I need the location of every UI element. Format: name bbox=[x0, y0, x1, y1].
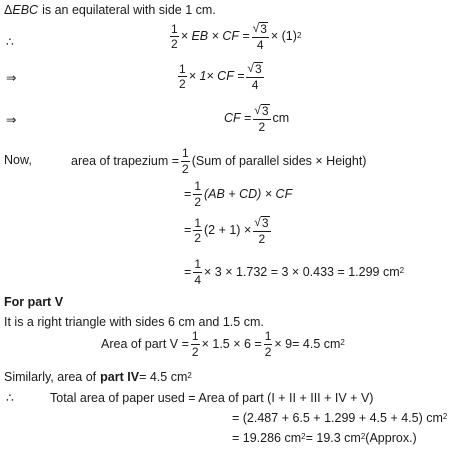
line-1 bbox=[4, 4, 216, 17]
line-12: Similarly, area of part IV = 4.5 cm $^2$ bbox=[4, 370, 192, 384]
line-5-label bbox=[4, 154, 32, 167]
sqrt-symbol: √ 3 bbox=[254, 103, 269, 118]
line-11-mid: × 1.5 × 6 = bbox=[201, 336, 262, 351]
fraction-half: $\frac{1}{2}$ bbox=[194, 215, 201, 246]
line-6-equation: = $\frac{1}{2}$ (AB + CD) × CF bbox=[184, 179, 293, 209]
sqrt-symbol: √ 3 bbox=[252, 21, 267, 36]
line-13: Total area of paper used = Area of part (I + II + III + IV + V) bbox=[50, 391, 374, 405]
line-7-mid: (2 + 1) × bbox=[204, 223, 252, 238]
line-1-text: is an equilateral with side 1 cm. bbox=[42, 3, 216, 17]
line-4-equation bbox=[224, 104, 289, 133]
line-3-equation bbox=[176, 62, 266, 91]
fraction-half: $\frac{1}{2}$ bbox=[171, 21, 178, 52]
fraction-root3-over-4: √ 3 4 bbox=[247, 61, 262, 92]
line-11-equation: Area of part V = $\frac{1}{2}$ × 1.5 × 6 = $\frac{1}{2}$ × 9= 4.5 cm $^2$ bbox=[101, 329, 345, 359]
fraction-half: $\frac{1}{2}$ bbox=[182, 146, 189, 176]
line-2-equation: $\frac{1}{2}$ × EB × CF = √ 3 4 × (1) $^2$ bbox=[171, 21, 302, 52]
line-10: It is a right triangle with sides 6 cm and 1.5 cm. bbox=[4, 315, 264, 329]
fraction-root3-over-4: √ 3 4 bbox=[252, 21, 267, 52]
fraction-half: $\frac{1}{2}$ bbox=[179, 61, 186, 92]
line-5-rest: (Sum of parallel sides × Height) bbox=[191, 153, 367, 168]
line-2-mid: × EB × CF = bbox=[180, 29, 250, 44]
trapezium-label: area of trapezium = bbox=[71, 153, 180, 168]
line-15: = 19.286 cm $^2$ = 19.3 cm $^2$ (Approx.) bbox=[232, 431, 417, 445]
line-13-symbol bbox=[6, 392, 14, 405]
sqrt-symbol: √ 3 bbox=[254, 215, 269, 230]
fraction-root3-over-2: √ 3 2 bbox=[254, 215, 269, 246]
triangle-name: EBC bbox=[12, 3, 39, 17]
fraction-half: $\frac{1}{2}$ bbox=[194, 179, 201, 209]
part-iv-label: part IV bbox=[100, 370, 140, 384]
fraction-half: $\frac{1}{2}$ bbox=[191, 329, 199, 359]
unit: cm bbox=[272, 111, 290, 126]
sqrt-symbol: √ 3 bbox=[247, 61, 262, 76]
section-heading-part-v: For part V bbox=[4, 295, 64, 309]
area-part-v-label: Area of part V = bbox=[101, 336, 189, 351]
therefore-symbol: ∴ bbox=[6, 35, 14, 49]
fraction-half: $\frac{1}{2}$ bbox=[264, 329, 272, 359]
fraction-quarter: $\frac{1}{4}$ bbox=[194, 257, 201, 287]
fraction-root3-over-2: √ 3 2 bbox=[254, 103, 269, 134]
line-14: = (2.487 + 6.5 + 1.299 + 4.5 + 4.5) cm $^2$ bbox=[232, 411, 448, 425]
line-5-equation bbox=[71, 147, 366, 175]
line-8-equation: = $\frac{1}{4}$ × 3 × 1.732 = 3 × 0.433 = 1.299 cm $^2$ bbox=[184, 257, 405, 287]
implies-symbol: ⇒ bbox=[6, 113, 17, 127]
delta-symbol: Δ bbox=[4, 3, 13, 17]
implies-symbol: ⇒ bbox=[6, 71, 17, 85]
line-11-rest: × 9= 4.5 cm bbox=[274, 336, 341, 351]
line-2-tail: × (1) bbox=[270, 29, 297, 44]
line-4-lhs: CF = bbox=[224, 111, 252, 126]
line-3-mid: × 1× CF = bbox=[188, 69, 245, 84]
line-4-symbol bbox=[6, 114, 16, 127]
line-3-symbol bbox=[6, 72, 16, 85]
now-label: Now, bbox=[4, 153, 32, 167]
line-8-rest: × 3 × 1.732 = 3 × 0.433 = 1.299 cm bbox=[204, 264, 400, 279]
line-7-equation: = $\frac{1}{2}$ (2 + 1) × √ 3 2 bbox=[184, 215, 269, 246]
line-6-rest: (AB + CD) × CF bbox=[204, 186, 293, 201]
therefore-symbol: ∴ bbox=[6, 391, 14, 405]
line-2-symbol bbox=[6, 36, 14, 49]
